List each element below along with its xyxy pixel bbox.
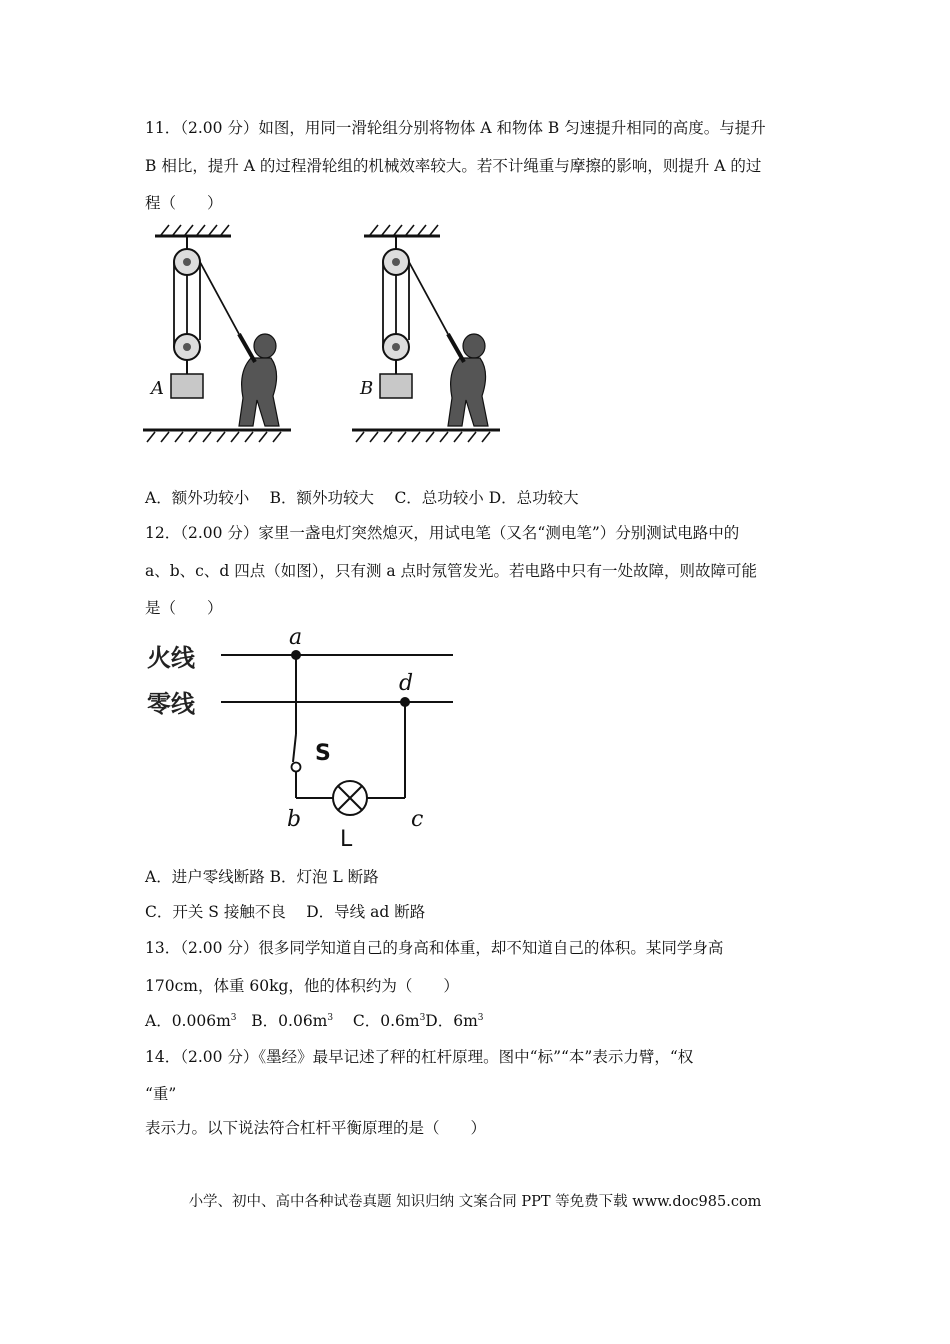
q13-option-a-exp: 3 (230, 1012, 237, 1023)
q13-option-d: D．6m (425, 1012, 478, 1030)
live-wire-label: 火线 (147, 644, 195, 672)
load-label-a: A (151, 378, 164, 399)
q14-text-line-2: “重” (145, 1085, 177, 1103)
circuit-figure (143, 622, 463, 854)
q11-options: A．额外功较小 B．额外功较大 C．总功较小 D．总功较大 (145, 489, 579, 507)
point-d-label: d (399, 671, 414, 696)
q13-text-line-2: 170cm，体重 60kg，他的体积约为（ ） (145, 977, 459, 995)
page-footer: 小学、初中、高中各种试卷真题 知识归纳 文案合同 PPT 等免费下载 www.doc985.com (188, 1194, 762, 1210)
q14-text-line-1: 14．（2.00 分）《墨经》最早记述了秤的杠杆原理。图中“标”“本”表示力臂，“权 (145, 1048, 694, 1066)
q13-option-b: B．0.06m (251, 1012, 328, 1030)
lamp-label: L (340, 827, 353, 852)
q12-text-line-3: 是（ ） (145, 599, 223, 617)
q11-text-line-3: 程（ ） (145, 194, 223, 212)
point-c-label: c (411, 807, 424, 832)
load-label-b: B (360, 378, 374, 399)
q13-option-a: A．0.006m (145, 1012, 231, 1030)
q12-text-line-2: a、b、c、d 四点（如图），只有测 a 点时氖管发光。若电路中只有一处故障，则故障可能 (145, 562, 758, 580)
q13-options (145, 1011, 484, 1031)
switch-label: S (315, 741, 331, 766)
point-b-label: b (287, 807, 302, 832)
q12-options-line-2: C．开关 S 接触不良 D．导线 ad 断路 (145, 903, 426, 921)
q11-text-line-2: B 相比，提升 A 的过程滑轮组的机械效率较大。若不计绳重与摩擦的影响，则提升 A 的过 (145, 157, 762, 175)
pulley-figure-b (352, 222, 502, 444)
pulley-figure-a (143, 222, 293, 444)
q13-option-b-exp: 3 (327, 1012, 334, 1023)
q12-text-line-1: 12．（2.00 分）家里一盏电灯突然熄灭，用试电笔（又名“测电笔”）分别测试电路中的 (145, 524, 740, 542)
neutral-wire-label: 零线 (147, 690, 195, 718)
q13-option-d-exp: 3 (477, 1012, 484, 1023)
point-a-label: a (289, 625, 303, 650)
q12-options-line-1: A．进户零线断路 B．灯泡 L 断路 (145, 868, 379, 886)
q13-option-c: C．0.6m (352, 1012, 420, 1030)
q13-text-line-1: 13．（2.00 分）很多同学知道自己的身高和体重，却不知道自己的体积。某同学身高 (145, 939, 724, 957)
q14-text-line-3: 表示力。以下说法符合杠杆平衡原理的是（ ） (145, 1119, 487, 1137)
q13-option-c-exp: 3 (419, 1012, 426, 1023)
q11-text-line-1: 11．（2.00 分）如图，用同一滑轮组分别将物体 A 和物体 B 匀速提升相同的高度。与提升 (145, 119, 766, 137)
